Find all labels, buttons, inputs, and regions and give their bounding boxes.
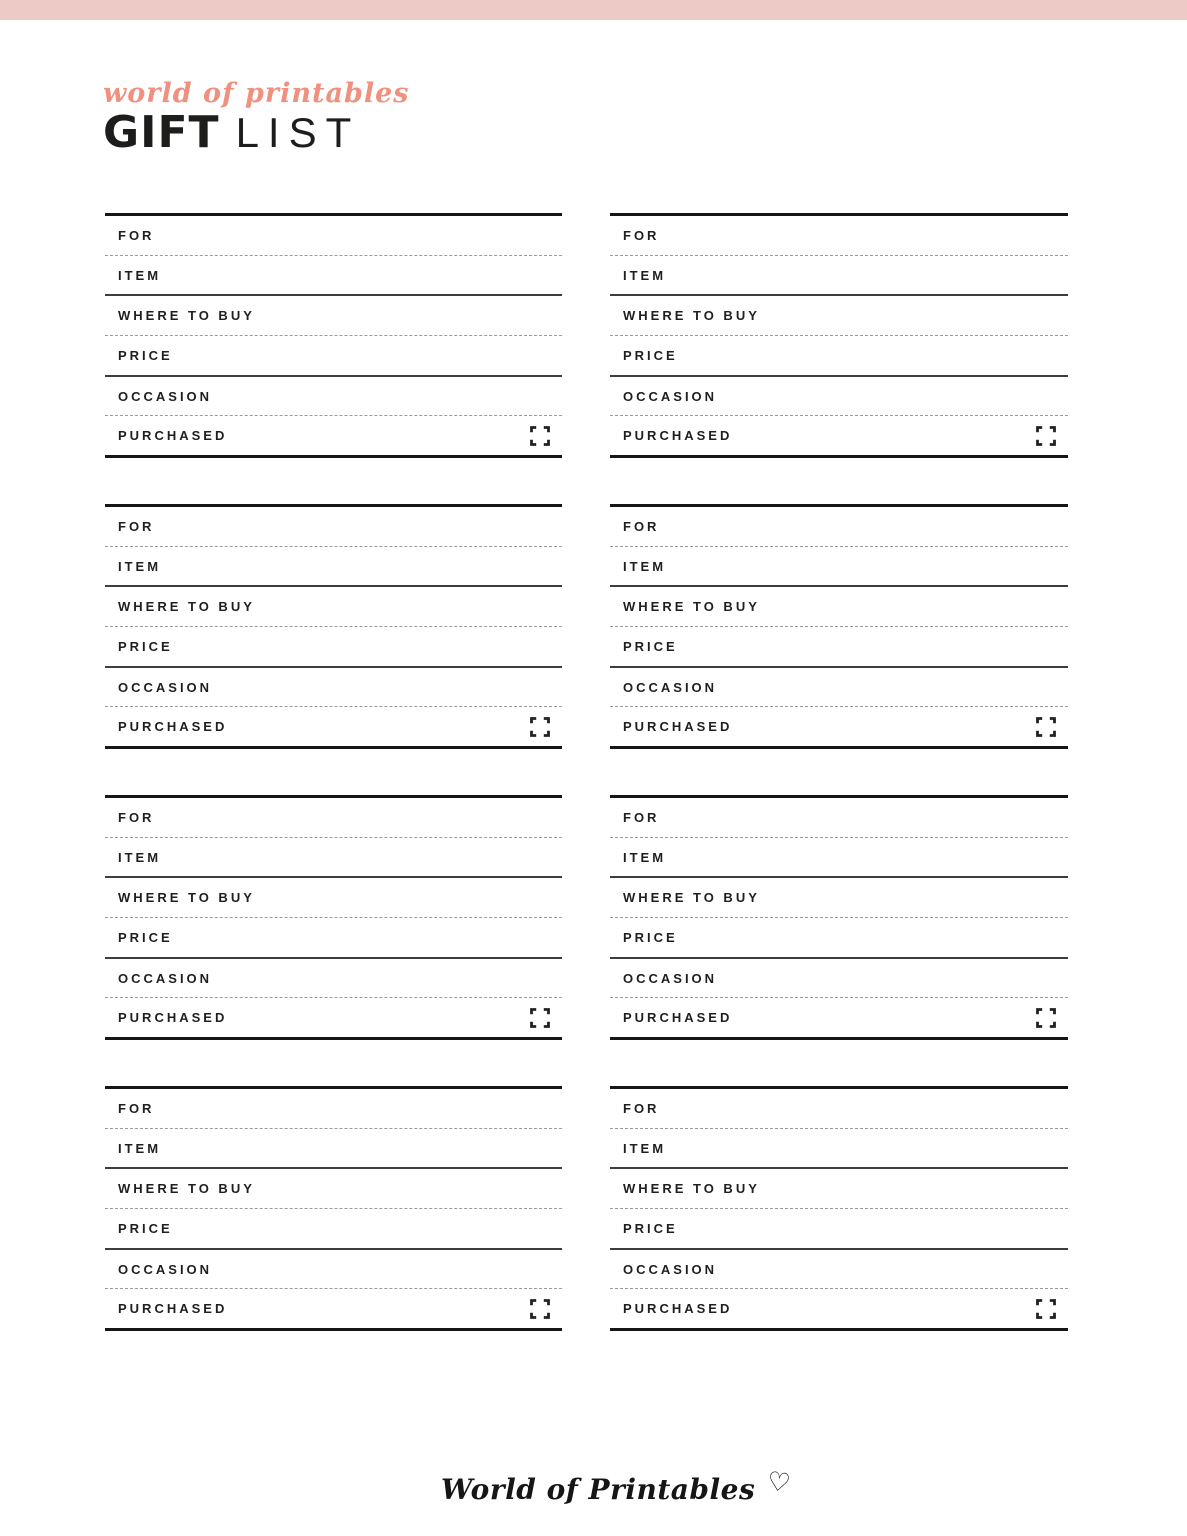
- field-label: OCCASION: [118, 388, 213, 404]
- field-row-for: [105, 1089, 562, 1129]
- field-value-input[interactable]: [222, 1259, 550, 1279]
- field-label: WHERE TO BUY: [623, 308, 760, 324]
- field-label: WHERE TO BUY: [118, 890, 255, 906]
- field-label: OCCASION: [623, 388, 718, 404]
- field-row-where-to-buy: [610, 1169, 1068, 1209]
- field-row-occasion: [105, 668, 562, 708]
- field-row-item: [105, 547, 562, 588]
- gift-card: [610, 504, 1068, 749]
- gift-card: [105, 504, 562, 749]
- purchased-checkbox[interactable]: [1036, 1299, 1056, 1319]
- field-value-input[interactable]: [164, 516, 550, 536]
- field-row-price: [105, 627, 562, 668]
- field-value-input[interactable]: [237, 426, 530, 446]
- field-label: PRICE: [118, 1220, 173, 1236]
- field-row-for: [105, 798, 562, 838]
- field-value-input[interactable]: [265, 888, 550, 908]
- field-row-for: [610, 216, 1068, 256]
- field-label: PRICE: [623, 347, 678, 363]
- field-row-occasion: [105, 377, 562, 417]
- field-row-where-to-buy: [105, 296, 562, 336]
- field-label: OCCASION: [623, 970, 718, 986]
- field-value-input[interactable]: [183, 636, 550, 656]
- field-label: WHERE TO BUY: [118, 1181, 255, 1197]
- field-label: PURCHASED: [118, 428, 228, 444]
- field-row-item: [105, 838, 562, 879]
- field-row-purchased: [105, 416, 562, 455]
- field-label: WHERE TO BUY: [623, 599, 760, 615]
- title-list: LIST: [235, 109, 361, 156]
- field-row-where-to-buy: [610, 296, 1068, 336]
- purchased-checkbox[interactable]: [530, 426, 550, 446]
- field-row-item: [610, 256, 1068, 297]
- field-value-input[interactable]: [742, 717, 1036, 737]
- field-label: PURCHASED: [118, 1010, 228, 1026]
- field-row-purchased: [610, 416, 1068, 455]
- field-label: ITEM: [118, 267, 162, 283]
- field-row-for: [105, 507, 562, 547]
- gift-card: [610, 1086, 1068, 1331]
- field-label: OCCASION: [623, 679, 718, 695]
- field-value-input[interactable]: [164, 807, 550, 827]
- field-label: ITEM: [118, 1140, 162, 1156]
- field-label: ITEM: [118, 558, 162, 574]
- field-label: FOR: [118, 809, 155, 825]
- field-value-input[interactable]: [727, 1259, 1056, 1279]
- field-value-input[interactable]: [770, 306, 1056, 326]
- gift-card: [105, 213, 562, 458]
- field-label: PRICE: [623, 1220, 678, 1236]
- field-value-input[interactable]: [171, 1138, 550, 1158]
- field-value-input[interactable]: [742, 1008, 1036, 1028]
- field-value-input[interactable]: [688, 1218, 1056, 1238]
- field-row-purchased: [610, 1289, 1068, 1328]
- field-label: OCCASION: [118, 679, 213, 695]
- field-row-item: [105, 256, 562, 297]
- field-row-price: [105, 1209, 562, 1250]
- field-value-input[interactable]: [265, 306, 550, 326]
- field-value-input[interactable]: [222, 968, 550, 988]
- page-title: [103, 107, 410, 158]
- field-row-purchased: [610, 998, 1068, 1037]
- field-value-input[interactable]: [237, 1008, 530, 1028]
- field-value-input[interactable]: [727, 386, 1056, 406]
- field-value-input[interactable]: [669, 516, 1056, 536]
- field-value-input[interactable]: [222, 677, 550, 697]
- field-value-input[interactable]: [265, 1179, 550, 1199]
- field-label: PURCHASED: [118, 719, 228, 735]
- field-value-input[interactable]: [669, 1098, 1056, 1118]
- field-label: ITEM: [623, 558, 667, 574]
- top-accent-bar: [0, 0, 1187, 20]
- gift-card: [610, 213, 1068, 458]
- field-row-occasion: [610, 668, 1068, 708]
- field-row-price: [610, 1209, 1068, 1250]
- purchased-checkbox[interactable]: [530, 1299, 550, 1319]
- field-row-purchased: [105, 707, 562, 746]
- field-label: PRICE: [118, 347, 173, 363]
- field-row-purchased: [105, 998, 562, 1037]
- cards-grid: [105, 213, 1068, 1331]
- field-value-input[interactable]: [770, 597, 1056, 617]
- purchased-checkbox[interactable]: [530, 717, 550, 737]
- gift-card: [610, 795, 1068, 1040]
- field-value-input[interactable]: [742, 426, 1036, 446]
- field-row-item: [105, 1129, 562, 1170]
- field-row-occasion: [105, 1250, 562, 1290]
- field-value-input[interactable]: [669, 807, 1056, 827]
- field-value-input[interactable]: [171, 265, 550, 285]
- field-label: PRICE: [623, 638, 678, 654]
- field-label: FOR: [118, 518, 155, 534]
- field-value-input[interactable]: [688, 345, 1056, 365]
- field-row-for: [610, 798, 1068, 838]
- brand-script-text: world of printables: [103, 78, 410, 109]
- field-row-price: [610, 627, 1068, 668]
- field-value-input[interactable]: [164, 225, 550, 245]
- gift-card: [105, 795, 562, 1040]
- field-label: WHERE TO BUY: [118, 599, 255, 615]
- field-label: FOR: [118, 227, 155, 243]
- field-row-occasion: [610, 959, 1068, 999]
- field-value-input[interactable]: [742, 1299, 1036, 1319]
- purchased-checkbox[interactable]: [1036, 717, 1056, 737]
- purchased-checkbox[interactable]: [1036, 426, 1056, 446]
- field-value-input[interactable]: [183, 345, 550, 365]
- field-value-input[interactable]: [676, 265, 1056, 285]
- field-value-input[interactable]: [688, 927, 1056, 947]
- field-row-purchased: [105, 1289, 562, 1328]
- field-row-for: [105, 216, 562, 256]
- field-row-where-to-buy: [105, 1169, 562, 1209]
- field-value-input[interactable]: [676, 1138, 1056, 1158]
- field-label: ITEM: [623, 267, 667, 283]
- field-row-where-to-buy: [105, 878, 562, 918]
- field-row-for: [610, 1089, 1068, 1129]
- page-footer: [22, 1466, 1187, 1506]
- field-row-item: [610, 1129, 1068, 1170]
- field-value-input[interactable]: [222, 386, 550, 406]
- footer-logo-text: World of Printables: [441, 1473, 756, 1506]
- field-value-input[interactable]: [770, 1179, 1056, 1199]
- field-value-input[interactable]: [183, 1218, 550, 1238]
- purchased-checkbox[interactable]: [1036, 1008, 1056, 1028]
- field-value-input[interactable]: [770, 888, 1056, 908]
- field-label: FOR: [623, 518, 660, 534]
- field-row-where-to-buy: [610, 878, 1068, 918]
- field-row-item: [610, 547, 1068, 588]
- field-value-input[interactable]: [237, 1299, 530, 1319]
- field-value-input[interactable]: [669, 225, 1056, 245]
- field-row-for: [610, 507, 1068, 547]
- field-row-price: [610, 336, 1068, 377]
- field-row-occasion: [610, 377, 1068, 417]
- field-row-occasion: [610, 1250, 1068, 1290]
- field-row-price: [105, 336, 562, 377]
- title-gift: GIFT: [103, 107, 220, 158]
- field-value-input[interactable]: [727, 968, 1056, 988]
- field-row-price: [105, 918, 562, 959]
- field-value-input[interactable]: [164, 1098, 550, 1118]
- field-value-input[interactable]: [237, 717, 530, 737]
- page-header: [103, 78, 410, 158]
- field-row-where-to-buy: [610, 587, 1068, 627]
- field-value-input[interactable]: [676, 847, 1056, 867]
- field-label: PRICE: [118, 638, 173, 654]
- field-label: OCCASION: [623, 1261, 718, 1277]
- field-label: PURCHASED: [623, 1301, 733, 1317]
- field-label: ITEM: [623, 1140, 667, 1156]
- field-label: FOR: [623, 1100, 660, 1116]
- field-value-input[interactable]: [183, 927, 550, 947]
- field-value-input[interactable]: [171, 556, 550, 576]
- gift-card: [105, 1086, 562, 1331]
- field-label: FOR: [118, 1100, 155, 1116]
- purchased-checkbox[interactable]: [530, 1008, 550, 1028]
- field-label: WHERE TO BUY: [623, 1181, 760, 1197]
- field-label: PURCHASED: [623, 719, 733, 735]
- field-value-input[interactable]: [265, 597, 550, 617]
- field-row-purchased: [610, 707, 1068, 746]
- field-label: ITEM: [118, 849, 162, 865]
- field-label: OCCASION: [118, 1261, 213, 1277]
- heart-icon: ♡: [764, 1466, 792, 1500]
- field-row-item: [610, 838, 1068, 879]
- field-label: PURCHASED: [118, 1301, 228, 1317]
- field-label: PRICE: [118, 929, 173, 945]
- field-row-where-to-buy: [105, 587, 562, 627]
- field-row-price: [610, 918, 1068, 959]
- field-label: PRICE: [623, 929, 678, 945]
- field-label: PURCHASED: [623, 428, 733, 444]
- field-label: FOR: [623, 809, 660, 825]
- field-value-input[interactable]: [688, 636, 1056, 656]
- field-label: ITEM: [623, 849, 667, 865]
- field-value-input[interactable]: [676, 556, 1056, 576]
- field-label: WHERE TO BUY: [118, 308, 255, 324]
- field-label: PURCHASED: [623, 1010, 733, 1026]
- field-label: WHERE TO BUY: [623, 890, 760, 906]
- field-row-occasion: [105, 959, 562, 999]
- field-value-input[interactable]: [727, 677, 1056, 697]
- field-value-input[interactable]: [171, 847, 550, 867]
- field-label: FOR: [623, 227, 660, 243]
- field-label: OCCASION: [118, 970, 213, 986]
